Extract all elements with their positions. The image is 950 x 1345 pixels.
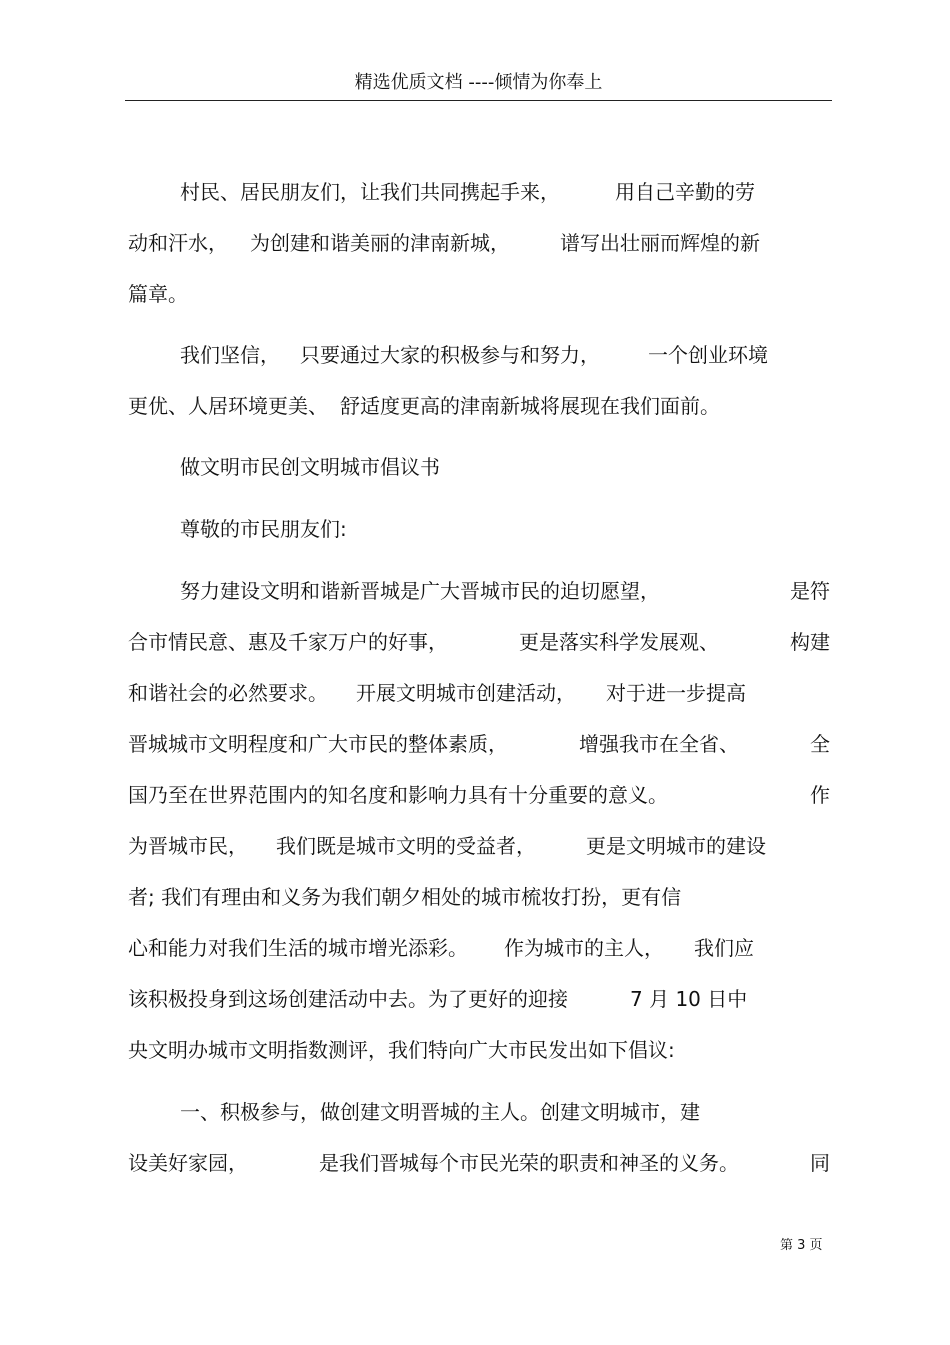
text-segment: 构建 <box>790 630 830 654</box>
text-segment: 我们既是城市文明的受益者， <box>276 834 536 858</box>
text-line <box>128 269 830 320</box>
text-segment: 作为城市的主人， <box>504 936 664 960</box>
text-segment: 为创建和谐美丽的津南新城， <box>250 231 510 255</box>
text-segment: 动和汗水， <box>128 231 228 255</box>
paragraph <box>128 442 830 493</box>
text-line <box>128 719 830 770</box>
text-segment: 是符 <box>790 579 830 603</box>
text-segment: 努力建设文明和谐新晋城是广大晋城市民的迫切愿望， <box>180 579 660 603</box>
text-segment: 者; 我们有理由和义务为我们朝夕相处的城市梳妆打扮，更有信 <box>128 885 682 909</box>
text-line <box>128 974 830 1025</box>
text-segment: 更优、人居环境更美、 <box>128 394 328 418</box>
text-line <box>128 566 830 617</box>
text-segment: 是我们晋城每个市民光荣的职责和神圣的义务。 <box>319 1151 739 1175</box>
text-line <box>128 381 830 432</box>
paragraph <box>128 504 830 555</box>
text-segment: 做文明市民创文明城市倡议书 <box>180 455 440 479</box>
text-line <box>128 923 830 974</box>
text-line <box>128 668 830 719</box>
paragraph <box>128 566 830 1076</box>
text-segment: 我们应 <box>694 936 754 960</box>
text-segment: 国乃至在世界范围内的知名度和影响力具有十分重要的意义。 <box>128 783 668 807</box>
text-segment: 只要通过大家的积极参与和努力， <box>300 343 600 367</box>
text-line <box>128 1087 830 1138</box>
text-segment: 尊敬的市民朋友们: <box>180 517 347 541</box>
header-divider <box>125 100 832 101</box>
page-number: 第 3 页 <box>780 1238 823 1253</box>
text-segment: 设美好家园， <box>128 1151 248 1175</box>
text-line <box>128 872 830 923</box>
text-segment: 篇章。 <box>128 282 188 306</box>
text-line <box>128 1025 830 1076</box>
text-line <box>128 167 830 218</box>
text-segment: 和谐社会的必然要求。 <box>128 681 328 705</box>
text-segment: 合市情民意、惠及千家万户的好事， <box>128 630 448 654</box>
text-line <box>128 330 830 381</box>
text-segment: 更是文明城市的建设 <box>586 834 766 858</box>
text-segment: 该积极投身到这场创建活动中去。为了更好的迎接 <box>128 987 568 1011</box>
text-segment: 一个创业环境 <box>648 343 768 367</box>
text-segment: 作 <box>810 783 830 807</box>
text-segment: 7 月 10 日中 <box>630 987 748 1011</box>
paragraph <box>128 330 830 432</box>
text-segment: 谱写出壮丽而辉煌的新 <box>560 231 760 255</box>
paragraph <box>128 167 830 320</box>
text-segment: 一、积极参与，做创建文明晋城的主人。创建文明城市，建 <box>180 1100 700 1124</box>
document-title <box>128 442 830 493</box>
text-segment: 开展文明城市创建活动， <box>356 681 576 705</box>
text-line <box>128 617 830 668</box>
text-line <box>128 1138 830 1189</box>
paragraph <box>128 1087 830 1189</box>
salutation <box>128 504 830 555</box>
page-header: 精选优质文档 ----倾情为你奉上 <box>354 72 603 93</box>
text-segment: 同 <box>810 1151 830 1175</box>
text-segment: 全 <box>810 732 830 756</box>
text-line <box>128 218 830 269</box>
text-line <box>128 821 830 872</box>
text-segment: 心和能力对我们生活的城市增光添彩。 <box>128 936 468 960</box>
text-segment: 村民、居民朋友们，让我们共同携起手来， <box>180 180 560 204</box>
text-segment: 晋城城市文明程度和广大市民的整体素质， <box>128 732 508 756</box>
text-segment: 央文明办城市文明指数测评，我们特向广大市民发出如下倡议: <box>128 1038 675 1062</box>
text-segment: 舒适度更高的津南新城将展现在我们面前。 <box>340 394 720 418</box>
text-segment: 我们坚信， <box>180 343 280 367</box>
text-line <box>128 770 830 821</box>
document-body <box>128 167 830 1189</box>
text-segment: 增强我市在全省、 <box>579 732 739 756</box>
text-segment: 用自己辛勤的劳 <box>615 180 755 204</box>
text-segment: 对于进一步提高 <box>606 681 746 705</box>
text-segment: 为晋城市民， <box>128 834 248 858</box>
text-segment: 更是落实科学发展观、 <box>519 630 719 654</box>
